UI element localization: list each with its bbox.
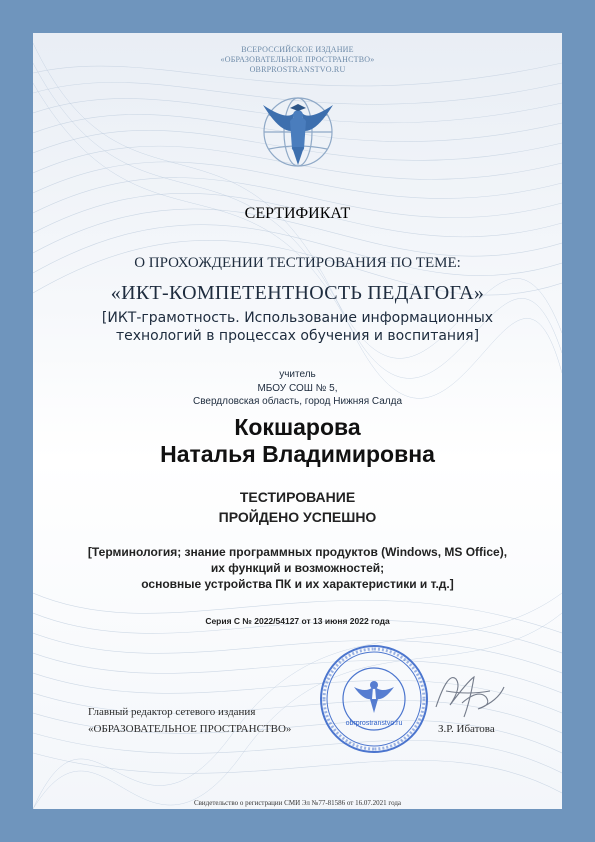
editor-publication: «ОБРАЗОВАТЕЛЬНОЕ ПРОСТРАНСТВО» — [88, 723, 292, 735]
stamp-site: obrprostranstvo.ru — [345, 720, 403, 727]
publication-logo — [257, 91, 339, 173]
test-topic: «ИКТ-КОМПЕТЕНТНОСТЬ ПЕДАГОГА» — [110, 282, 485, 304]
subjects-line1: [Терминология; знание программных продуктов (Windows, MS Office), — [87, 545, 508, 559]
subjects-line2: их функций и возможностей; — [210, 561, 385, 575]
certificate-content — [33, 33, 562, 809]
certificate-title: СЕРТИФИКАТ — [244, 205, 351, 222]
certificate-background — [33, 33, 562, 809]
publication-title: «ОБРАЗОВАТЕЛЬНОЕ ПРОСТРАНСТВО» — [220, 55, 375, 64]
result-line1: ТЕСТИРОВАНИЕ — [239, 489, 356, 505]
recipient-location: Свердловская область, город Нижняя Салда — [192, 396, 403, 407]
recipient-position: учитель — [279, 369, 316, 380]
topic-description-line1: [ИКТ-грамотность. Использование информационных — [101, 310, 494, 326]
official-stamp — [318, 643, 430, 755]
recipient-school: МБОУ СОШ № 5, — [257, 383, 338, 394]
subjects-line3: основные устройства ПК и их характеристики и т.д.] — [141, 577, 454, 591]
certificate-subtitle: О ПРОХОЖДЕНИИ ТЕСТИРОВАНИЯ ПО ТЕМЕ: — [134, 255, 461, 271]
editor-name: З.Р. Ибатова — [438, 723, 495, 735]
topic-description-line2: технологий в процессах обучения и воспитания] — [115, 328, 480, 344]
publication-name: ВСЕРОССИЙСКОЕ ИЗДАНИЕ — [241, 45, 354, 54]
result-line2: ПРОЙДЕНО УСПЕШНО — [218, 509, 377, 525]
recipient-surname: Кокшарова — [234, 414, 361, 440]
certificate-series-number: Серия С № 2022/54127 от 13 июня 2022 года — [205, 616, 390, 626]
registration-note: Свидетельство о регистрации СМИ Эл №77-81586 от 16.07.2021 года — [193, 799, 402, 807]
certificate-frame — [30, 30, 565, 812]
editor-title: Главный редактор сетевого издания — [88, 706, 256, 718]
recipient-given-names: Наталья Владимировна — [160, 441, 435, 467]
publication-site: OBRPROSTRANSTVO.RU — [249, 65, 346, 74]
